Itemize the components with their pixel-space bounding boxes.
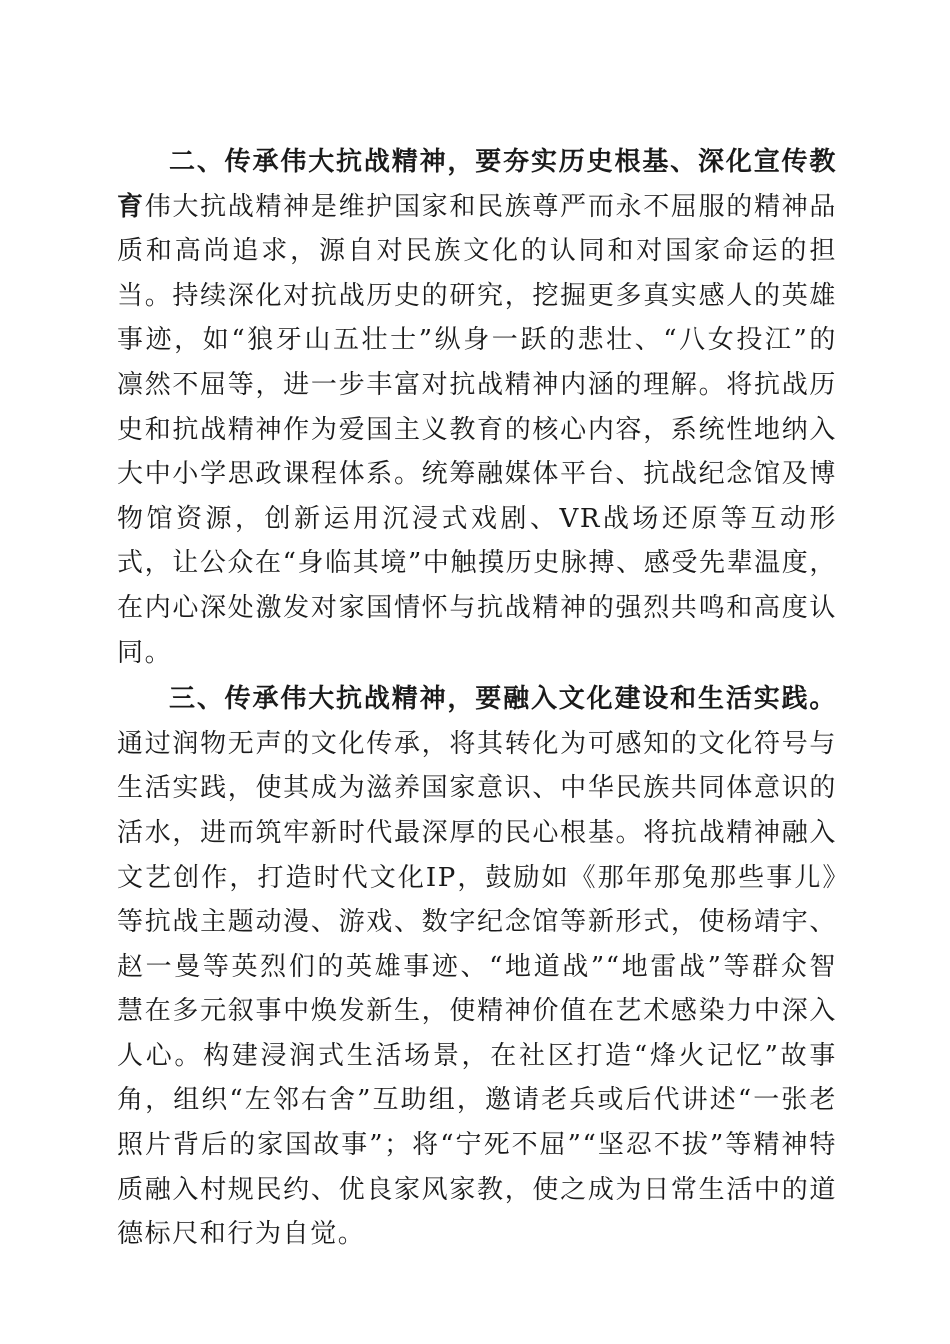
document-body	[117, 140, 837, 1257]
paragraph-section-two	[117, 140, 837, 675]
section-two-body: 伟大抗战精神是维护国家和民族尊严而永不屈服的精神品质和高尚追求，源自对民族文化的认同和对国家命运的担当。持续深化对抗战历史的研究，挖掘更多真实感人的英雄事迹，如“狼牙山五壮士”纵身一跃的悲壮、“八女投江”的凛然不屈等，进一步丰富对抗战精神内涵的理解。将抗战历史和抗战精神作为爱国主义教育的核心内容，系统性地纳入大中小学思政课程体系。统筹融媒体平台、抗战纪念馆及博物馆资源，创新运用沉浸式戏剧、VR战场还原等互动形式，让公众在“身临其境”中触摸历史脉搏、感受先辈温度，在内心深处激发对家国情怀与抗战精神的强烈共鸣和高度认同。	[117, 191, 837, 668]
paragraph-section-three	[117, 677, 837, 1257]
section-two-heading: 二、传承伟大抗战精神，要夯实历史根基、深化宣传教育	[117, 147, 837, 222]
section-three-body: 通过润物无声的文化传承，将其转化为可感知的文化符号与生活实践，使其成为滋养国家意识、中华民族共同体意识的活水，进而筑牢新时代最深厚的民心根基。将抗战精神融入文艺创作，打造时代文化IP，鼓励如《那年那兔那些事儿》等抗战主题动漫、游戏、数字纪念馆等新形式，使杨靖宇、赵一曼等英烈们的英雄事迹、“地道战”“地雷战”等群众智慧在多元叙事中焕发新生，使精神价值在艺术感染力中深入人心。构建浸润式生活场景，在社区打造“烽火记忆”故事角，组织“左邻右舍”互助组，邀请老兵或后代讲述“一张老照片背后的家国故事”；将“宁死不屈”“坚忍不拔”等精神特质融入村规民约、优良家风家教，使之成为日常生活中的道德标尺和行为自觉。	[117, 728, 837, 1250]
section-three-heading: 三、传承伟大抗战精神，要融入文化建设和生活实践。	[169, 684, 837, 715]
